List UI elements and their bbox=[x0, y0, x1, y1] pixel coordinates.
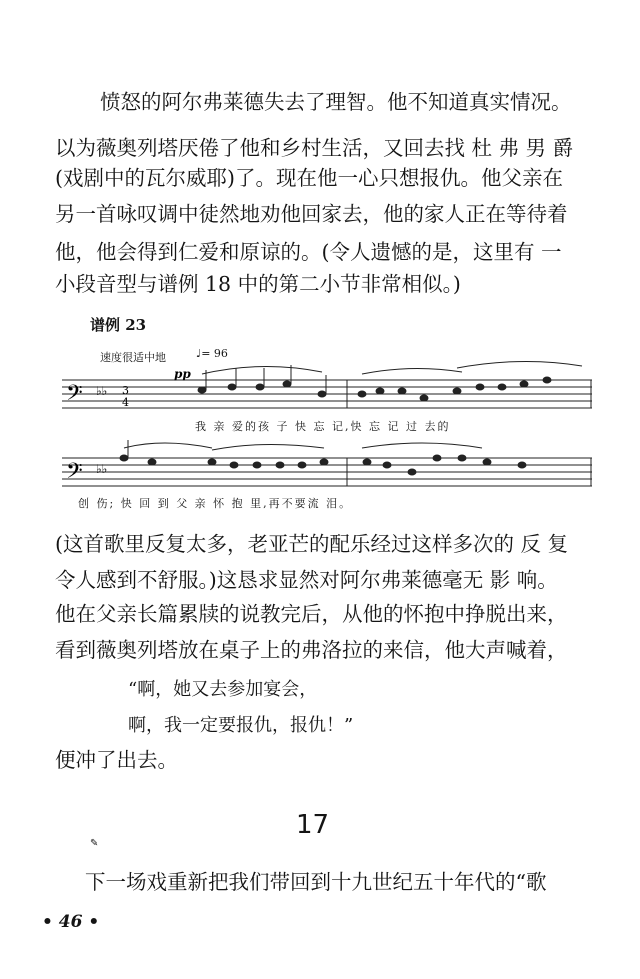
paragraph-1-line-5: 他，他会得到仁爱和原谅的。(令人遗憾的是，这里有 一 bbox=[55, 240, 562, 264]
paragraph-2-line-2: 令人感到不舒服。)这恳求显然对阿尔弗莱德毫无 影 响。 bbox=[55, 568, 558, 592]
paragraph-1-line-6: 小段音型与谱例 18 中的第二小节非常相似。) bbox=[55, 272, 461, 296]
example-label: 谱例 23 bbox=[90, 316, 147, 334]
music-staff-2 bbox=[62, 438, 592, 502]
chapter-number: 17 bbox=[296, 810, 330, 840]
page-number: • 46 • bbox=[42, 912, 100, 932]
paragraph-1-line-4: 另一首咏叹调中徒然地劝他回家去，他的家人正在等待着 bbox=[55, 202, 568, 226]
lyrics-row-1: 我 亲 爱的孩 子 快 忘 记,快 忘 记 过 去的 bbox=[195, 420, 451, 433]
next-paragraph: 下一场戏重新把我们带回到十九世纪五十年代的“歌 bbox=[85, 870, 547, 894]
closing-line: 便冲了出去。 bbox=[55, 748, 178, 772]
svg-text:4: 4 bbox=[122, 396, 129, 409]
tempo-text: 速度很适中地 bbox=[100, 351, 166, 364]
paragraph-1-line-3: (戏剧中的瓦尔威耶)了。现在他一心只想报仇。他父亲在 bbox=[55, 166, 563, 190]
ink-mark: ✎ bbox=[90, 838, 99, 849]
music-staff-1 bbox=[62, 360, 592, 424]
quote-line-2: 啊，我一定要报仇，报仇！” bbox=[128, 715, 354, 736]
paragraph-1-line-2: 以为薇奥列塔厌倦了他和乡村生活，又回去找 杜 弗 男 爵 bbox=[55, 136, 574, 160]
svg-text:3: 3 bbox=[122, 384, 129, 397]
paragraph-2-line-4: 看到薇奥列塔放在桌子上的弗洛拉的来信，他大声喊着， bbox=[55, 638, 568, 662]
tempo-mark: ♩= 96 bbox=[196, 347, 228, 360]
lyrics-row-2: 创 伤; 快 回 到 父 亲 怀 抱 里,再不要流 泪。 bbox=[78, 497, 353, 510]
svg-text:𝄢: 𝄢 bbox=[66, 381, 83, 411]
svg-text:𝄢: 𝄢 bbox=[66, 459, 83, 489]
dynamic-mark: pp bbox=[174, 367, 191, 381]
paragraph-2-line-3: 他在父亲长篇累牍的说教完后，从他的怀抱中挣脱出来， bbox=[55, 602, 568, 626]
quote-line-1: “啊，她又去参加宴会， bbox=[128, 679, 318, 700]
paragraph-2-line-1: (这首歌里反复太多，老亚芒的配乐经过这样多次的 反 复 bbox=[55, 532, 569, 556]
paragraph-1-line-1: 愤怒的阿尔弗莱德失去了理智。他不知道真实情况。 bbox=[100, 90, 572, 114]
svg-text:♭♭: ♭♭ bbox=[96, 384, 108, 398]
svg-text:♭♭: ♭♭ bbox=[96, 462, 108, 476]
